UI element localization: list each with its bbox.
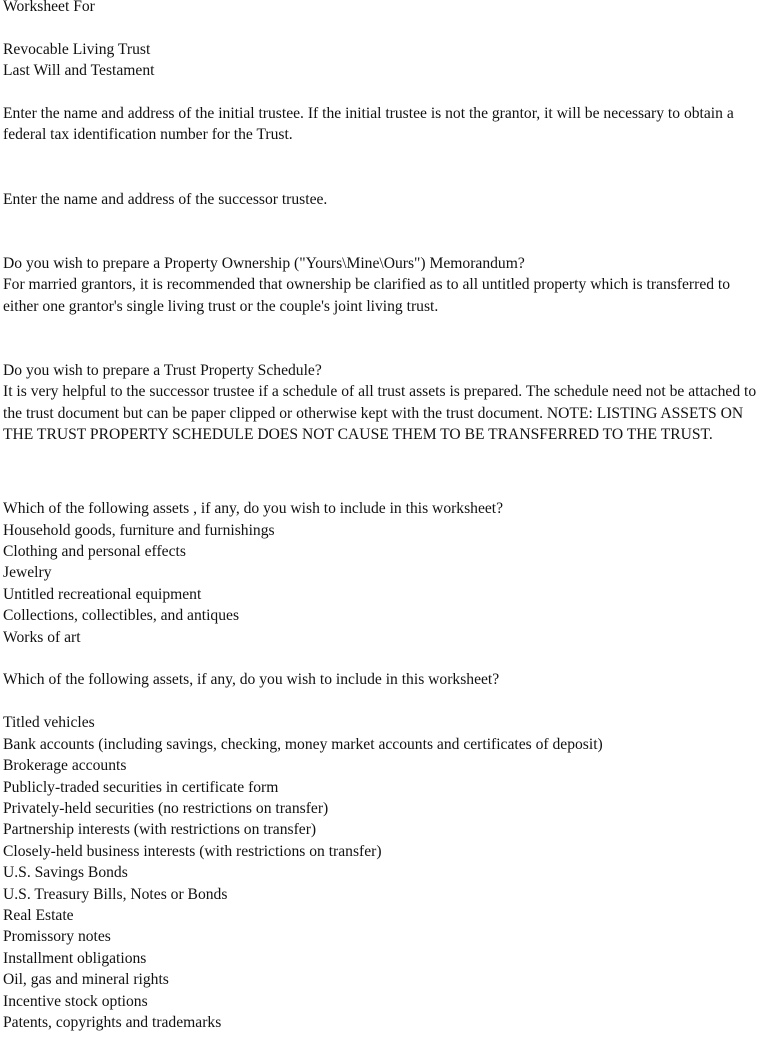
list-item: Promissory notes <box>3 928 111 946</box>
list-item: Titled vehicles <box>3 714 95 732</box>
doc-revocable-living-trust: Revocable Living Trust <box>3 40 151 58</box>
list-item: Household goods, furniture and furnishings <box>3 521 275 539</box>
list-item: Jewelry <box>3 564 52 582</box>
list-item: U.S. Savings Bonds <box>3 864 128 882</box>
assets-list-2 <box>3 712 765 1033</box>
list-item: Untitled recreational equipment <box>3 585 202 603</box>
list-item: Bank accounts (including savings, checking, money market accounts and certificates of deposit) <box>3 735 603 753</box>
assets-question-2: Which of the following assets, if any, do you wish to include in this worksheet? <box>3 671 500 689</box>
spacer <box>3 210 765 253</box>
list-item: Clothing and personal effects <box>3 543 186 561</box>
list-item: Closely-held business interests (with restrictions on transfer) <box>3 842 382 860</box>
ownership-memorandum-question: Do you wish to prepare a Property Ownership ("Yours\Mine\Ours") Memorandum? <box>3 254 525 272</box>
list-item: Works of art <box>3 628 81 646</box>
list-item: Patents, copyrights and trademarks <box>3 1013 222 1031</box>
spacer <box>3 488 765 498</box>
trust-schedule-question: Do you wish to prepare a Trust Property Schedule? <box>3 361 322 379</box>
list-item: Partnership interests (with restrictions on transfer) <box>3 821 317 839</box>
list-item: Real Estate <box>3 906 74 924</box>
doc-last-will: Last Will and Testament <box>3 62 155 80</box>
list-item: Collections, collectibles, and antiques <box>3 607 240 625</box>
spacer <box>3 691 765 712</box>
list-item: Oil, gas and mineral rights <box>3 971 169 989</box>
list-item: Incentive stock options <box>3 992 148 1010</box>
ownership-memorandum-note: For married grantors, it is recommended that ownership be clarified as to all untitled property which is transferred to either one grantor's single living trust or the couple's joint living trust. <box>3 276 731 315</box>
spacer <box>3 648 765 669</box>
successor-trustee-prompt: Enter the name and address of the successor trustee. <box>3 190 328 208</box>
spacer <box>3 82 765 103</box>
assets-question-1: Which of the following assets , if any, do you wish to include in this worksheet? <box>3 500 504 518</box>
list-item: Publicly-traded securities in certificate form <box>3 778 279 796</box>
list-item: Privately-held securities (no restrictions on transfer) <box>3 799 329 817</box>
trust-schedule-note: It is very helpful to the successor trustee if a schedule of all trust assets is prepared. The schedule need not be attached to the trust document but can be paper clipped or otherwise kept with the trust document. NOTE: LISTING ASSETS ON THE TRUST PROPERTY SCHEDULE DOES NOT CAUSE THEM TO BE TRANSFERRED TO THE TRUST. <box>3 383 757 444</box>
assets-list-1 <box>3 520 765 648</box>
spacer <box>3 146 765 189</box>
worksheet-title: Worksheet For <box>3 0 95 15</box>
spacer <box>3 17 765 38</box>
spacer <box>3 317 765 360</box>
list-item: Brokerage accounts <box>3 757 127 775</box>
list-item: Installment obligations <box>3 949 147 967</box>
initial-trustee-prompt: Enter the name and address of the initial trustee. If the initial trustee is not the grantor, it will be necessary to obtain a federal tax identification number for the Trust. <box>3 105 734 144</box>
spacer <box>3 445 765 488</box>
worksheet-page <box>3 0 765 1033</box>
list-item: U.S. Treasury Bills, Notes or Bonds <box>3 885 228 903</box>
